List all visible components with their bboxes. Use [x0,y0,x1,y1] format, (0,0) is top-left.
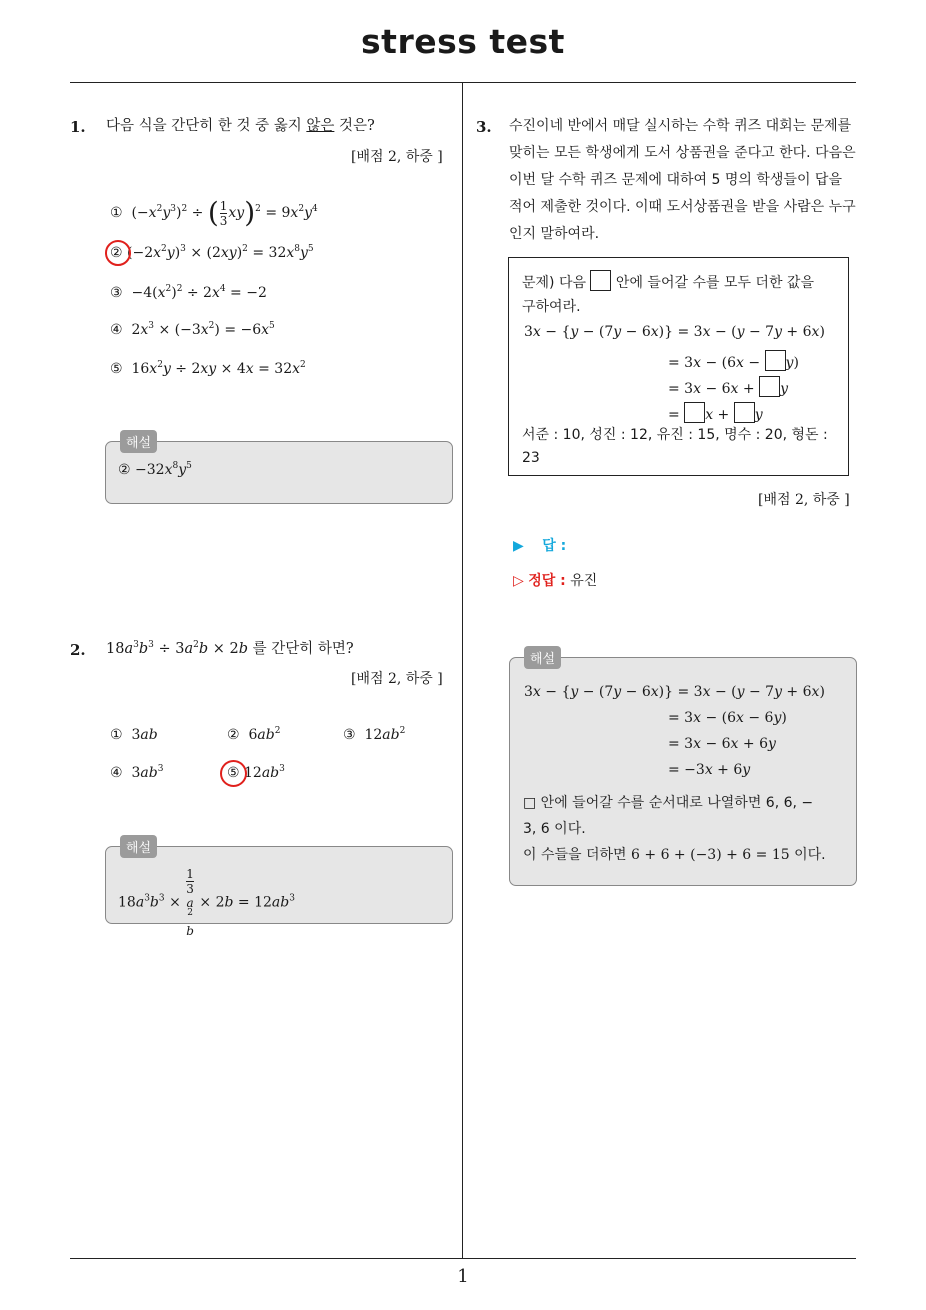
q3-sol-text1: □ 안에 들어갈 수를 순서대로 나열하면 6, 6, − [523,795,814,811]
q3-number: 3. [476,118,492,136]
sol-sum-expr: 6 + 6 + (−3) + 6 = 15 [631,847,790,863]
q3-text: 수진이네 반에서 매달 실시하는 수학 퀴즈 대회는 문제를 맞히는 모든 학생에게 도서 상품권을 준다고 한다. 다음은 이번 달 수학 퀴즈 문제에 대하여 5 명의 학생들이 답을 적어 제출한 것이다. 이때 도서상품권을 받을 사람은 누구인지 말하여라. [509,118,856,242]
blank-box [590,270,611,291]
q3-sol-text2: 3, 6 이다. [523,821,586,837]
answer-label: 답 : [542,538,567,554]
q1-solution-box [105,441,453,504]
q2-score: [배점 2, 하중 ] [351,671,443,687]
option-mark: ① [110,727,123,743]
column-divider [462,83,463,1258]
option-mark: ⑤ [227,765,240,781]
q2-option-1[interactable]: ① 3ab [110,727,158,743]
arrow-right-outline-icon: ▷ [513,573,524,589]
option-mark: ④ [110,765,123,781]
q3-correct-row [513,570,597,590]
q3-sol-eq-line1: 3x − {y − (7y − 6x)} = 3x − (y − 7y + 6x) [524,684,825,700]
q1-text [106,113,375,140]
q2-option-5[interactable]: ⑤ $12ab^3$ [227,764,285,781]
q3-eq-line4: = x + y [668,402,763,423]
q1-answer-circle [105,240,131,266]
option-mark: ③ [110,285,123,301]
q3-problem-box [508,257,849,476]
q1-text-pre: 다음 식을 간단히 한 것 중 옳지 [106,118,307,134]
arrow-right-icon: ▶ [513,538,524,554]
sol-text3-pre: 이 수들을 더하면 [523,847,632,863]
q3-sol-eq-line4: = −3x + 6y [668,762,751,778]
q3-score: [배점 2, 하중 ] [758,492,850,508]
q3-sol-eq-line3: = 3x − 6x + 6y [668,736,776,752]
q2-answer-circle [220,760,247,787]
option-expr: $(-2x^2y)^3 \times (2xy)^2 = 32x^8y^5$ [127,244,314,261]
q2-option-4[interactable]: ④ $3ab^3$ [110,764,164,781]
option-mark: ⑤ [110,361,123,377]
option-expr: $2x^3 \times (-3x^2) = -6x^5$ [131,321,275,338]
q3-solution-box [509,657,857,886]
q3-eq-line2: = 3x − (6x − y) [668,350,799,371]
correct-label: 정답 : [528,573,566,589]
blank-box [684,402,705,423]
box-line1-pre: 문제) 다음 [522,275,591,291]
q3-box-line2: 구하여라. [522,299,581,315]
q2-solution-text: $18a^3b^3$ × 1 3 a $^2$ b × $2b = 12ab^3$ [118,867,295,938]
option-mark: ④ [110,322,123,338]
q1-option-5[interactable] [110,361,306,377]
q1-option-1[interactable] [110,196,318,229]
q3-box-line1 [522,270,814,292]
q2-option-2[interactable]: ② $6ab^2$ [227,726,281,743]
blank-box [759,376,780,397]
q3-answer-row [513,535,566,555]
q3-eq-line3: = 3x − 6x + y [668,376,788,397]
q2-number: 2. [70,641,86,659]
blank-box [765,350,786,371]
option-expr: $16x^2y \div 2xy \times 4x = 32x^2$ [131,360,306,377]
q1-number: 1. [70,118,86,136]
q2-text-post: 를 간단히 하면? [248,641,354,657]
header-rule [70,82,856,83]
q1-option-2[interactable] [110,245,314,261]
option-mark: ③ [343,727,356,743]
q1-solution-text: ② $-32x^8y^5$ [118,461,192,478]
q3-solution-tag: 해설 [524,646,561,669]
q3-students-cont: 23 [522,450,540,466]
q2-solution-tag: 해설 [120,835,157,858]
solution-mark: ② [118,462,131,478]
page-number: 1 [457,1266,469,1287]
q1-option-4[interactable] [110,322,275,338]
q1-text-post: 것은? [334,118,375,134]
q2-text [106,636,354,663]
q3-sol-eq-line2: = 3x − (6x − 6y) [668,710,787,726]
q3-sol-text3 [523,844,826,864]
blank-box [734,402,755,423]
option-mark: ② [110,245,123,261]
q2-option-3[interactable]: ③ $12ab^2$ [343,726,406,743]
q2-expr: $18a^3b^3 \div 3a^2b \times 2b$ [106,640,249,657]
option-mark: ② [227,727,240,743]
q3-eq-line1: 3x − {y − (7y − 6x)} = 3x − (y − 7y + 6x) [524,324,825,340]
option-expr: $(-x^2y^3)^2$ ÷ ( $\frac{1}{3}$ $xy)^2 = 9x^2y^4$ [131,196,318,229]
option-mark: ① [110,205,123,221]
page-title: stress test [361,22,565,61]
footer-rule [70,1258,856,1259]
q3-students: 서준 : 10, 성진 : 12, 유진 : 15, 명수 : 20, 형돈 : [522,427,828,443]
box-line1-post: 안에 들어갈 수를 모두 더한 값을 [611,275,814,291]
correct-value: 유진 [570,573,598,589]
sol-text3-post: 이다. [789,847,826,863]
q1-solution-tag: 해설 [120,430,157,453]
q1-score: [배점 2, 하중 ] [351,149,443,165]
q1-option-3[interactable] [110,285,267,301]
option-expr: $-4(x^2)^2 \div 2x^4 = -2$ [131,284,267,301]
q1-text-underline: 않은 [306,118,335,134]
q2-solution-box [105,846,453,938]
